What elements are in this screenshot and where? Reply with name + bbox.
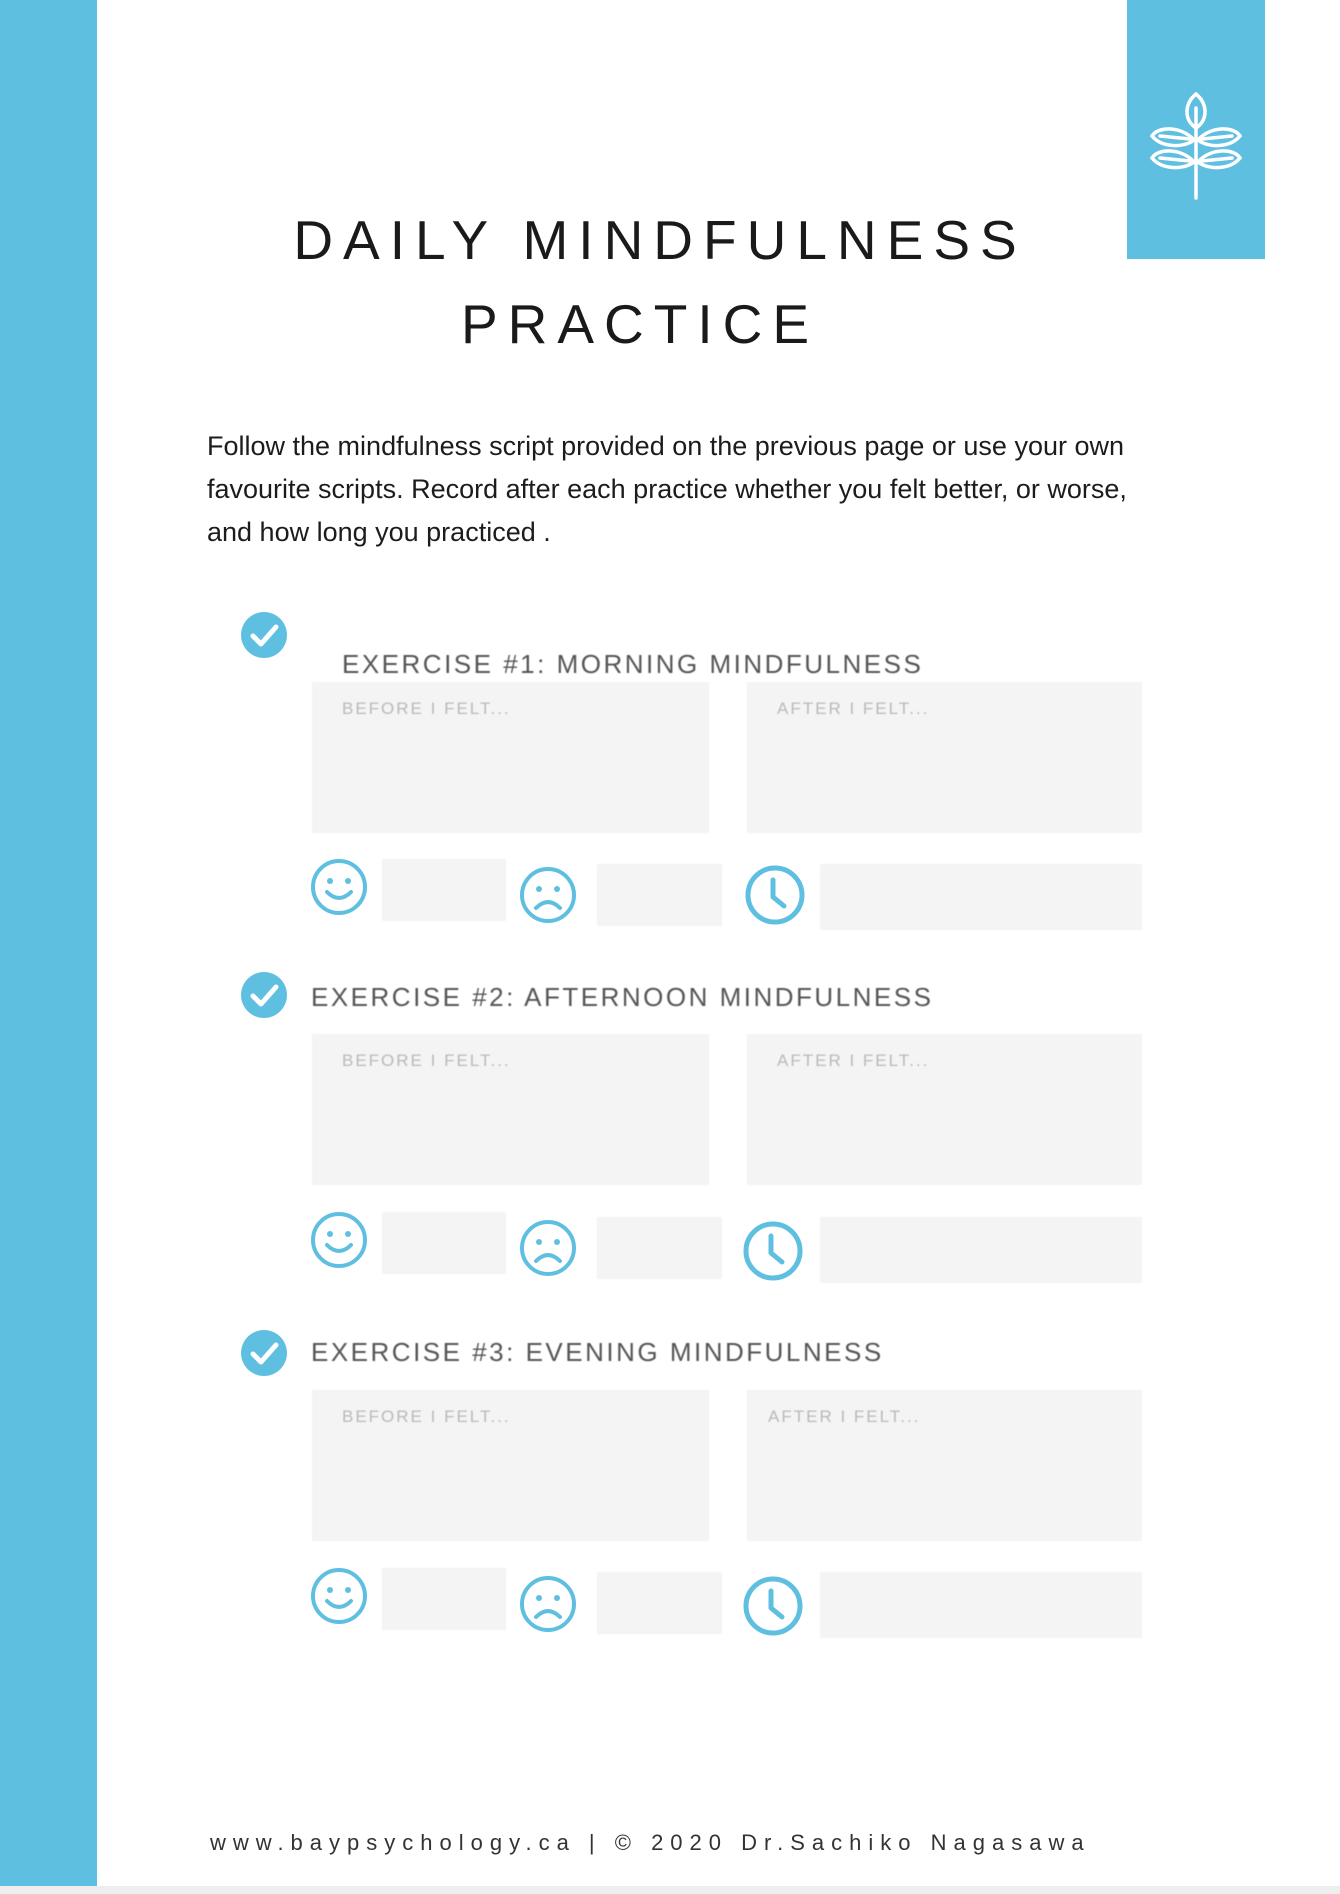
leaf-branch-icon — [1146, 90, 1246, 200]
exercise-1-title: EXERCISE #1: MORNING MINDFULNESS — [342, 649, 924, 679]
before-felt-label: BEFORE I FELT... — [342, 1407, 511, 1426]
clock-icon — [742, 1575, 804, 1637]
after-felt-label: AFTER I FELT... — [777, 1051, 930, 1070]
duration-field-1[interactable] — [820, 864, 1142, 930]
before-felt-field-1[interactable] — [312, 682, 709, 833]
check-circle-icon[interactable] — [240, 611, 288, 659]
before-felt-field-2[interactable] — [312, 1034, 709, 1185]
intro-paragraph: Follow the mindfulness script provided on the previous page or use your own favourite scripts. Record after each practice whether you felt better, or worse, and how long you practiced . — [207, 431, 1127, 547]
exercise-3-title: EXERCISE #3: EVENING MINDFULNESS — [311, 1337, 884, 1367]
better-rating-field-1[interactable] — [382, 859, 506, 921]
after-felt-label: AFTER I FELT... — [768, 1407, 921, 1426]
before-felt-label: BEFORE I FELT... — [342, 699, 511, 718]
worse-rating-field-2[interactable] — [597, 1217, 722, 1279]
duration-field-3[interactable] — [820, 1572, 1142, 1638]
page-title-line-2: PRACTICE — [460, 293, 820, 355]
bottom-rule — [0, 1886, 1340, 1894]
exercise-2-title: EXERCISE #2: AFTERNOON MINDFULNESS — [311, 982, 934, 1012]
sad-face-icon — [519, 1575, 577, 1633]
check-circle-icon[interactable] — [240, 1329, 288, 1377]
before-felt-field-3[interactable] — [312, 1390, 709, 1541]
footer-credit: www.baypsychology.ca | © 2020 Dr.Sachiko Nagasawa — [210, 1830, 1091, 1855]
worse-rating-field-3[interactable] — [597, 1572, 722, 1634]
after-felt-field-1[interactable] — [747, 682, 1142, 833]
left-accent-stripe — [0, 0, 97, 1886]
happy-face-icon — [310, 1211, 368, 1269]
page-title-line-1: DAILY MINDFULNESS — [293, 209, 1027, 271]
after-felt-field-2[interactable] — [747, 1034, 1142, 1185]
check-circle-icon[interactable] — [240, 971, 288, 1019]
before-felt-label: BEFORE I FELT... — [342, 1051, 511, 1070]
duration-field-2[interactable] — [820, 1217, 1142, 1283]
clock-icon — [744, 864, 806, 926]
after-felt-field-3[interactable] — [747, 1390, 1142, 1541]
happy-face-icon — [310, 858, 368, 916]
sad-face-icon — [519, 1219, 577, 1277]
after-felt-label: AFTER I FELT... — [777, 699, 930, 718]
better-rating-field-3[interactable] — [382, 1568, 506, 1630]
sad-face-icon — [519, 866, 577, 924]
worse-rating-field-1[interactable] — [597, 864, 722, 926]
better-rating-field-2[interactable] — [382, 1212, 506, 1274]
clock-icon — [742, 1220, 804, 1282]
happy-face-icon — [310, 1567, 368, 1625]
